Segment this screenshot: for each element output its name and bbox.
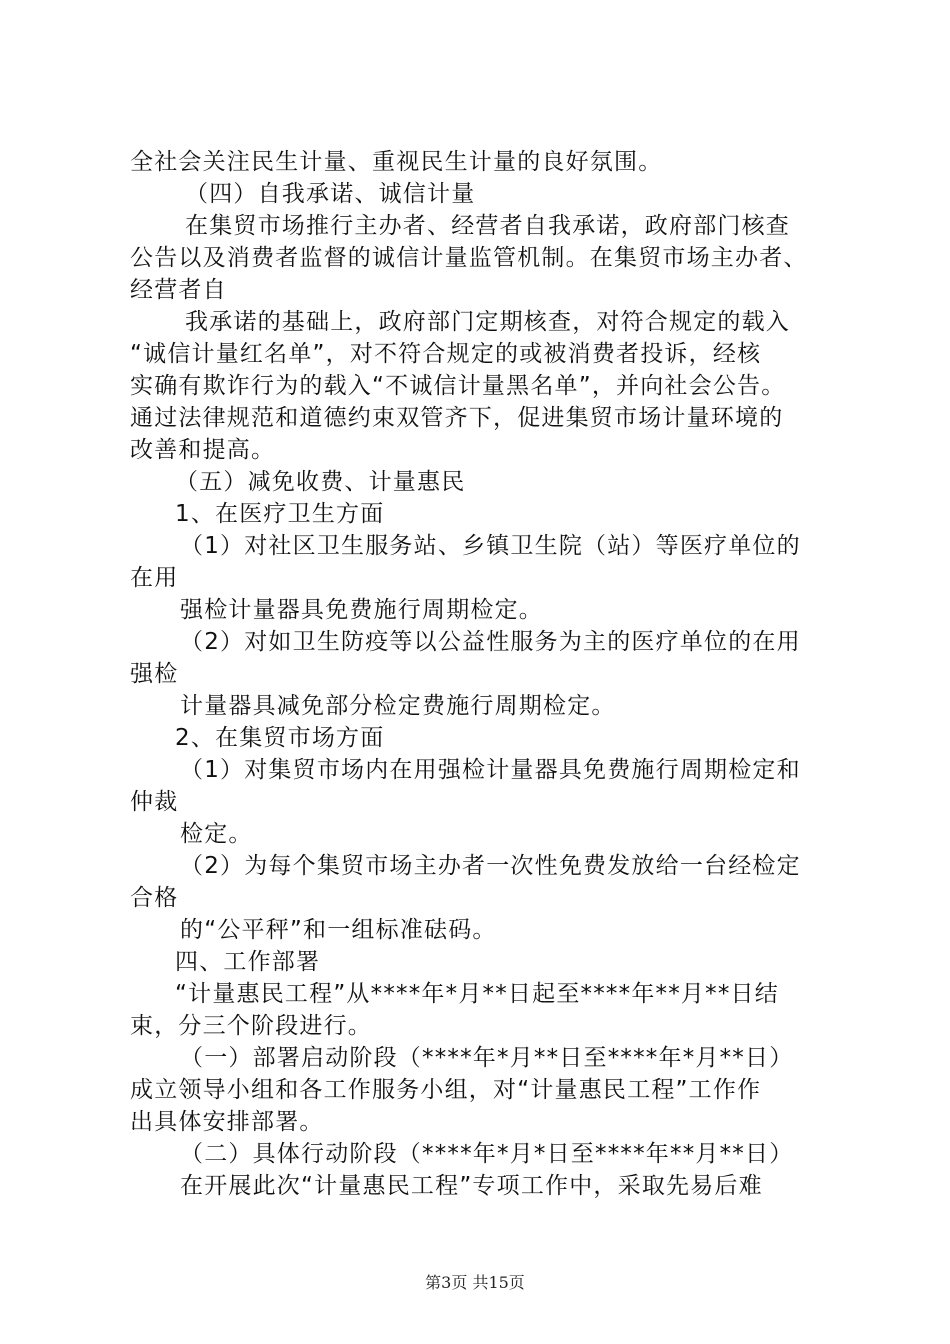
- text-line: 通过法律规范和道德约束双管齐下，促进集贸市场计量环境的: [130, 405, 784, 431]
- text-line: “诚信计量红名单”，对不符合规定的或被消费者投诉，经核: [130, 341, 762, 367]
- text-line: 在集贸市场推行主办者、经营者自我承诺，政府部门核查: [185, 213, 790, 239]
- text-line: （1）对社区卫生服务站、乡镇卫生院（站）等医疗单位的: [180, 533, 801, 559]
- text-line: 1、在医疗卫生方面: [175, 501, 385, 527]
- text-line: 仲裁: [130, 789, 179, 815]
- text-line: 成立领导小组和各工作服务小组，对“计量惠民工程”工作作: [130, 1077, 762, 1103]
- page-footer: 第3页 共15页: [425, 1273, 525, 1292]
- text-line: 经营者自: [130, 277, 227, 303]
- text-line: 束，分三个阶段进行。: [130, 1013, 372, 1039]
- text-line: 计量器具减免部分检定费施行周期检定。: [180, 693, 616, 719]
- text-line: 出具体安排部署。: [130, 1109, 324, 1135]
- text-line: 合格: [130, 885, 179, 911]
- text-line: 全社会关注民生计量、重视民生计量的良好氛围。: [130, 149, 663, 175]
- text-line: 2、在集贸市场方面: [175, 725, 385, 751]
- text-line: 的“公平秤”和一组标准砝码。: [180, 917, 497, 943]
- text-line: 我承诺的基础上，政府部门定期核查，对符合规定的载入: [185, 309, 790, 335]
- text-line: （一）部署启动阶段（****年*月**日至****年*月**日）: [180, 1045, 794, 1071]
- text-line: 改善和提高。: [130, 437, 276, 463]
- text-line: （二）具体行动阶段（****年*月*日至****年**月**日）: [180, 1141, 794, 1167]
- text-line: 强检: [130, 661, 179, 687]
- text-line: 在用: [130, 565, 179, 591]
- text-line: （五）减免收费、计量惠民: [175, 469, 466, 495]
- text-line: （2）对如卫生防疫等以公益性服务为主的医疗单位的在用: [180, 629, 801, 655]
- text-line: 在开展此次“计量惠民工程”专项工作中，采取先易后难: [180, 1173, 763, 1199]
- text-line: （2）为每个集贸市场主办者一次性免费发放给一台经检定: [180, 853, 801, 879]
- text-line: 四、工作部署: [175, 949, 321, 975]
- text-line: 公告以及消费者监督的诚信计量监管机制。在集贸市场主办者、: [130, 245, 808, 271]
- text-line: 实确有欺诈行为的载入“不诚信计量黑名单”，并向社会公告。: [130, 373, 786, 399]
- text-line: 检定。: [180, 821, 253, 847]
- text-line: 强检计量器具免费施行周期检定。: [180, 597, 543, 623]
- text-line: “计量惠民工程”从****年*月**日起至****年**月**日结: [175, 981, 779, 1007]
- text-line: （四）自我承诺、诚信计量: [185, 181, 476, 207]
- text-line: （1）对集贸市场内在用强检计量器具免费施行周期检定和: [180, 757, 801, 783]
